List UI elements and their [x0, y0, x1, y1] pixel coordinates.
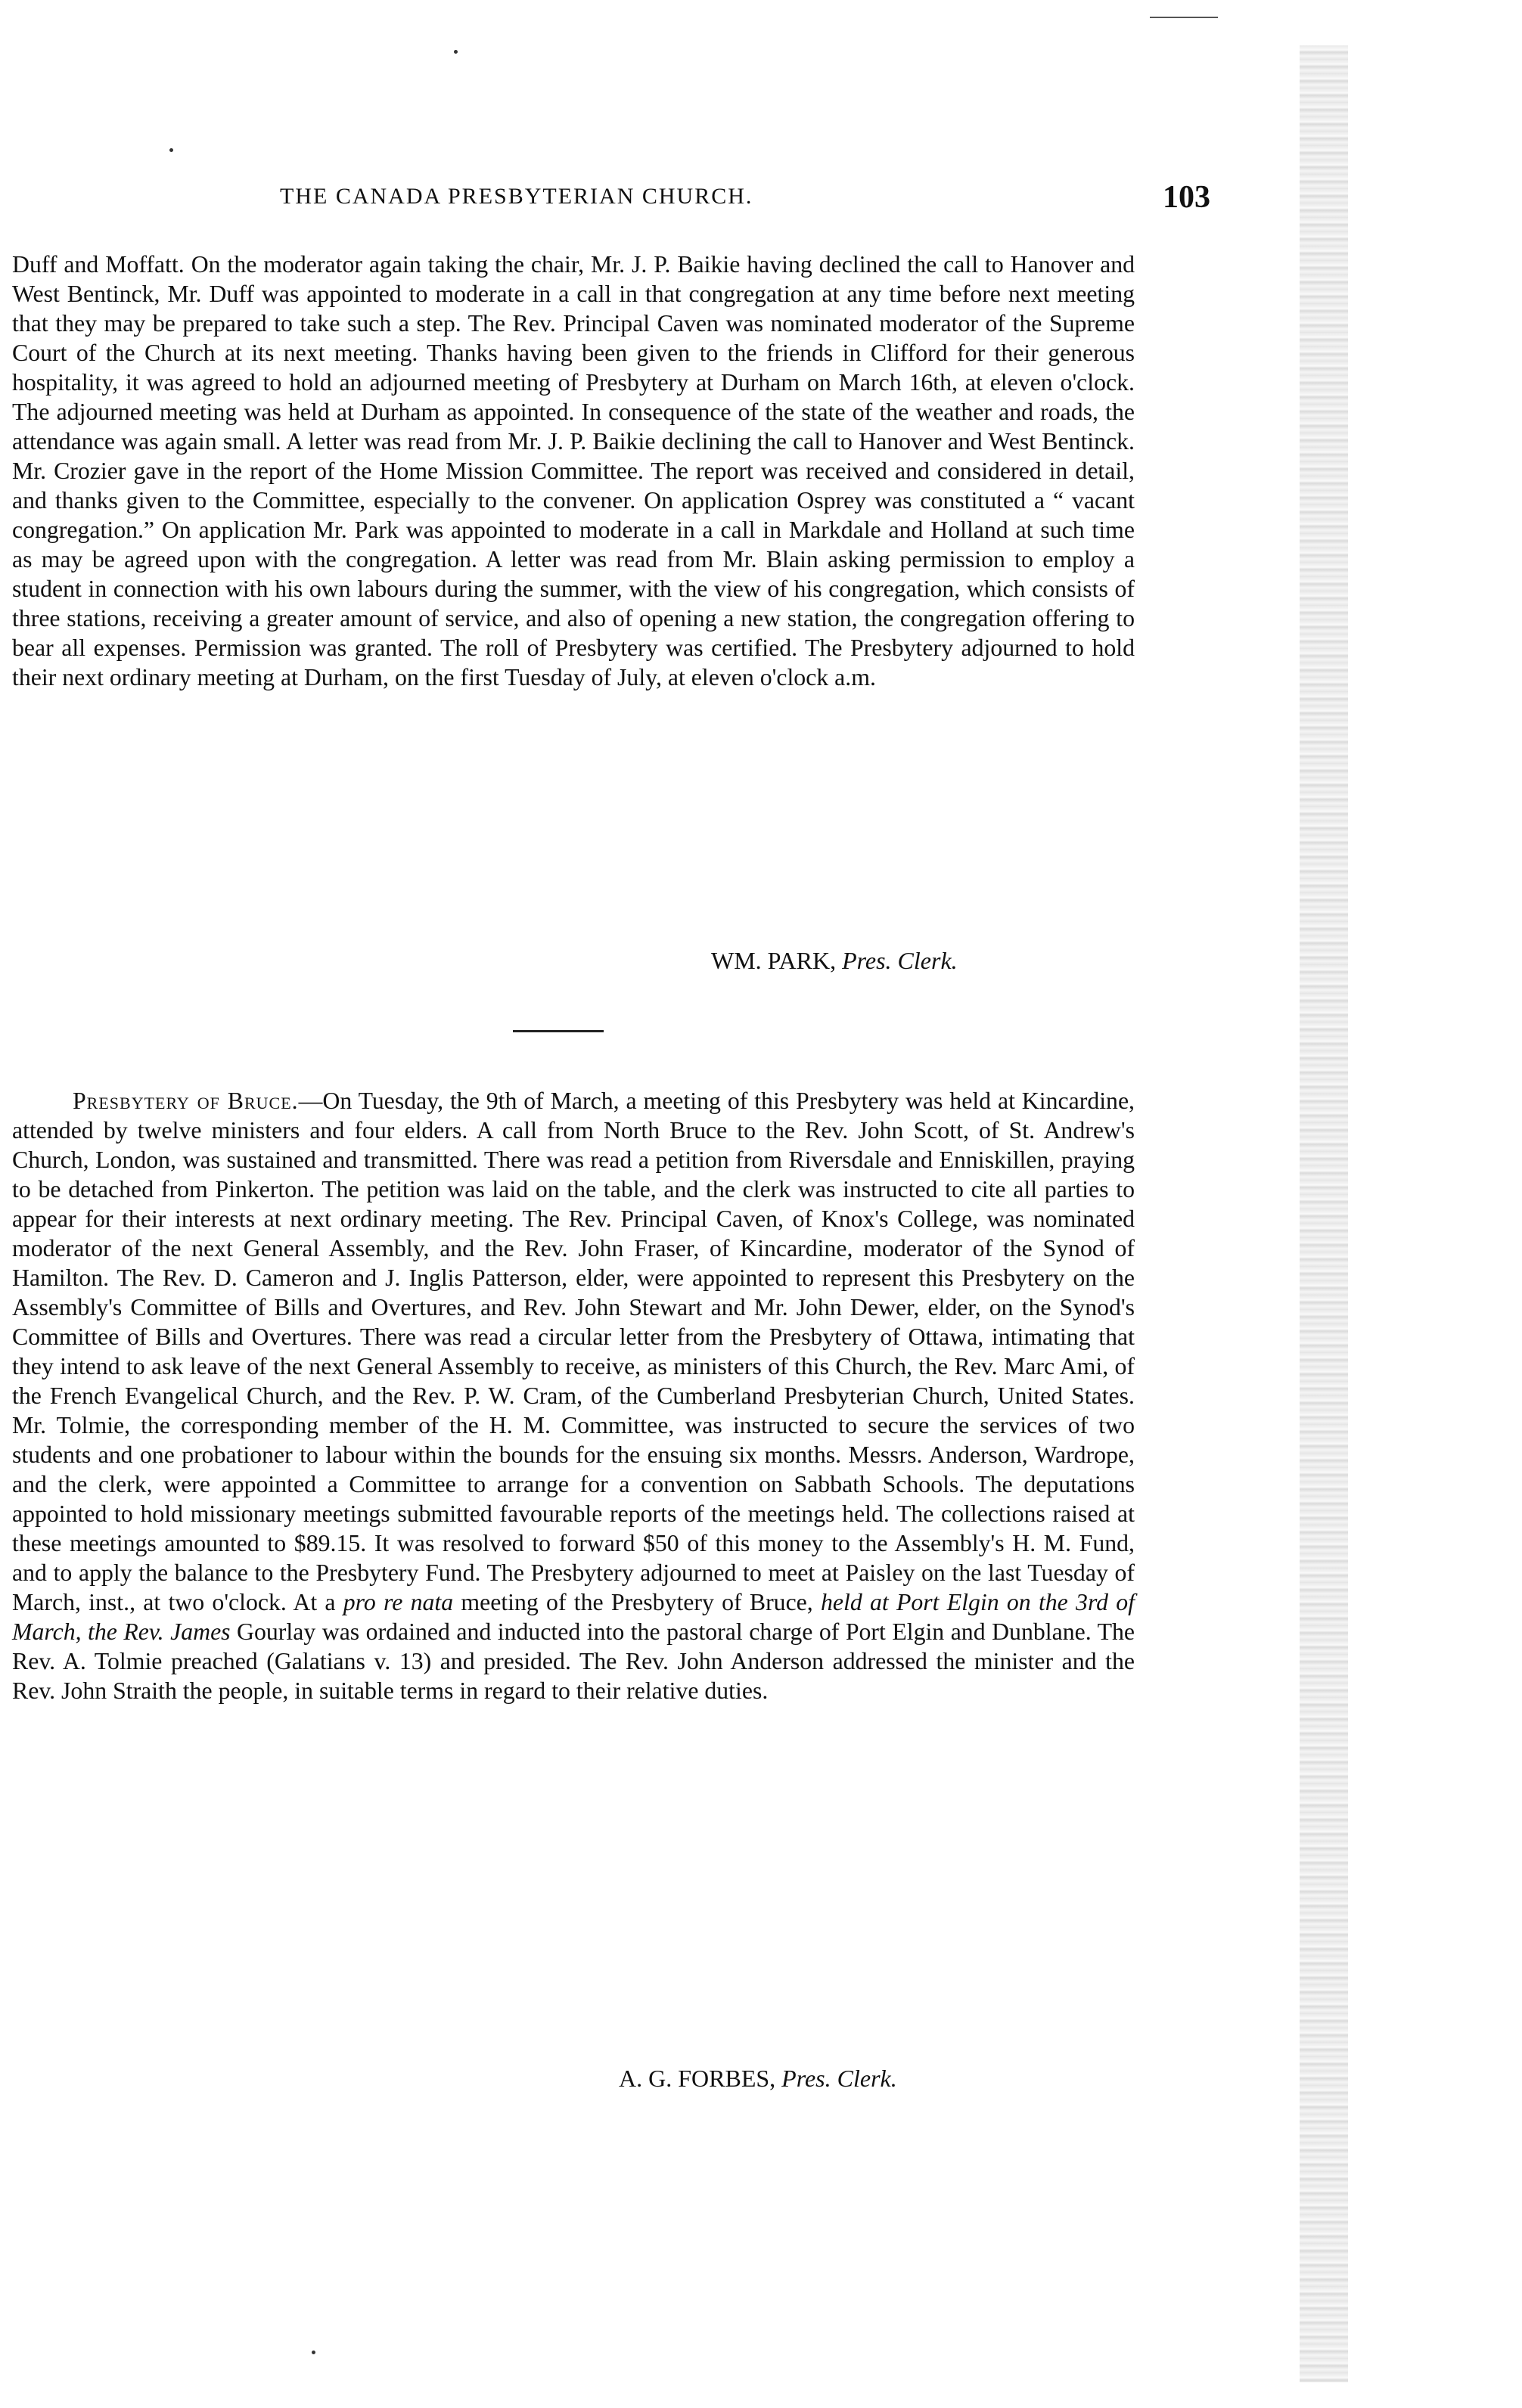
signature-title: Pres. Clerk. — [842, 947, 958, 974]
scan-margin-strip — [1300, 45, 1348, 2382]
running-title: THE CANADA PRESBYTERIAN CHURCH. — [280, 184, 753, 209]
signature-forbes — [619, 2065, 897, 2093]
page-number: 103 — [1163, 180, 1210, 215]
signature-name: WM. PARK, — [711, 947, 837, 974]
italic-phrase: held at Port Elgin on the 3rd of March, the Rev. James — [12, 1589, 1135, 1645]
body-text: meeting of the Presbytery of Bruce, — [453, 1589, 821, 1615]
scan-speck — [454, 50, 458, 54]
section-heading: Presbytery of Bruce. — [73, 1088, 299, 1114]
page-header — [280, 180, 1210, 222]
scan-speck — [312, 2351, 315, 2354]
body-text: —On Tuesday, the 9th of March, a meeting of this Presbytery was held at Kincardine, attended by twelve ministers and four elders. A call from North Bruce to the Rev. John Scott, of St. Andrew's Church, London, was sustained and transmitted. There was read a petition from Riversdale and Enniskillen, praying to be detached from Pinkerton. The petition was laid on the table, and the clerk was instructed to cite all parties to appear for their interests at next ordinary meeting. The Rev. Principal Caven, of Knox's College, was nominated moderator of the next General Assembly, and the Rev. John Fraser, of Kincardine, moderator of the Synod of Hamilton. The Rev. D. Cameron and J. Inglis Patterson, elder, were appointed to represent this Presbytery on the Assembly's Committee of Bills and Overtures, and Rev. John Stewart and Mr. John Dewer, elder, on the Synod's Committee of Bills and Overtures. There was read a circular letter from the Presbytery of Ottawa, intimating that they intend to ask leave of the next General Assembly to receive, as ministers of this Church, the Rev. Marc Ami, of the French Evangelical Church, and the Rev. P. W. Cram, of the Cumberland Presbyterian Church, United States. Mr. Tolmie, the corresponding member of the H. M. Committee, was instructed to secure the services of two students and one probationer to labour within the bounds for the ensuing six months. Messrs. Anderson, Wardrope, and the clerk, were appointed a Committee to arrange for a convention on Sabbath Schools. The deputations appointed to hold missionary meetings submitted favourable reports of the meetings held. The collections raised at these meetings amounted to $89.15. It was resolved to forward $50 of this money to the Assembly's H. M. Fund, and to apply the balance to the Presbytery Fund. The Presbytery adjourned to meet at Paisley on the last Tuesday of March, inst., at two o'clock. At a — [12, 1088, 1135, 1615]
top-edge-rule — [1150, 17, 1218, 18]
signature-title: Pres. Clerk. — [781, 2065, 897, 2092]
body-text: Gourlay was ordained and inducted into the pastoral charge of Port Elgin and Dunblane. The Rev. A. Tolmie preached (Galatians v. 13) and presided. The Rev. John Anderson addressed the minister and the Rev. John Straith the people, in suitable terms in regard to their relative duties. — [12, 1618, 1135, 1704]
italic-phrase: pro re nata — [343, 1589, 454, 1615]
signature-park — [711, 947, 958, 975]
section-divider — [513, 1030, 604, 1032]
scan-speck — [169, 148, 173, 152]
bruce-minutes-paragraph — [12, 1086, 1135, 1705]
signature-name: A. G. FORBES, — [619, 2065, 776, 2092]
durham-minutes-paragraph: Duff and Moffatt. On the moderator again taking the chair, Mr. J. P. Baikie having declined the call to Hanover and West Bentinck, Mr. Duff was appointed to moderate in a call in that congregation at any time before next meeting that they may be prepared to take such a step. The Rev. Principal Caven was nominated moderator of the Supreme Court of the Church at its next meeting. Thanks having been given to the friends in Clifford for their generous hospitality, it was agreed to hold an adjourned meeting of Presbytery at Durham on March 16th, at eleven o'clock. The adjourned meeting was held at Durham as appointed. In consequence of the state of the weather and roads, the attendance was again small. A letter was read from Mr. J. P. Baikie declining the call to Hanover and West Bentinck. Mr. Crozier gave in the report of the Home Mission Committee. The report was received and considered in detail, and thanks given to the Committee, especially to the convener. On application Osprey was constituted a “ vacant congregation.” On application Mr. Park was appointed to moderate in a call in Markdale and Holland at such time as may be agreed upon with the congregation. A letter was read from Mr. Blain asking permission to employ a student in connection with his own labours during the summer, with the view of his congregation, which consists of three stations, receiving a greater amount of service, and also of opening a new station, the congregation offering to bear all expenses. Permission was granted. The roll of Presbytery was certified. The Presbytery adjourned to hold their next ordinary meeting at Durham, on the first Tuesday of July, at eleven o'clock a.m. — [12, 251, 1135, 690]
